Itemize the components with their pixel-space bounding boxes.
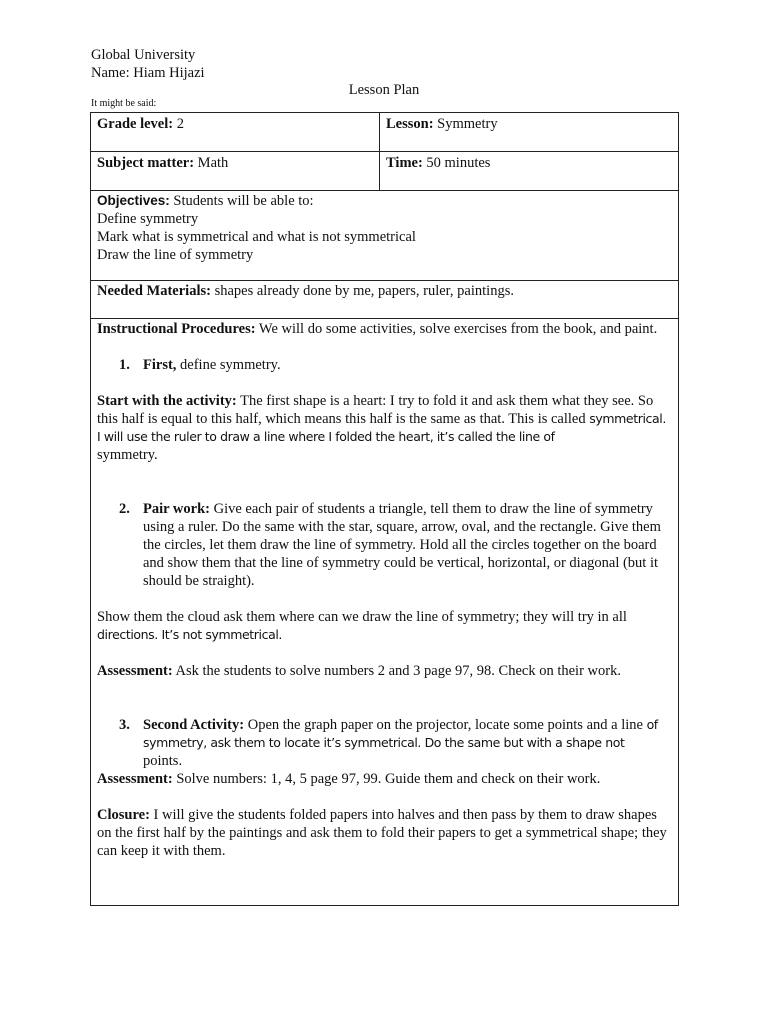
cloud-paragraph bbox=[97, 608, 672, 644]
start-activity-text: symmetrical. I will use the ruler to draw a line where I folded the heart, it’s called the line of bbox=[97, 411, 666, 444]
objectives-cell bbox=[91, 191, 679, 281]
objectives-intro: Students will be able to: bbox=[169, 193, 314, 209]
start-activity-paragraph bbox=[97, 392, 672, 464]
author-name: Name: Hiam Hijazi bbox=[91, 65, 205, 81]
step-pair-work bbox=[97, 500, 672, 590]
start-activity-text: symmetry. bbox=[97, 447, 158, 463]
assessment-label: Assessment: bbox=[97, 663, 173, 679]
assessment-paragraph bbox=[97, 770, 672, 788]
step-first-title: First, bbox=[143, 357, 177, 373]
objective-item: Define symmetry bbox=[97, 211, 199, 227]
lesson-cell bbox=[380, 113, 679, 152]
time-label: Time: bbox=[386, 155, 423, 171]
procedures-intro: We will do some activities, solve exercises from the book, and paint. bbox=[255, 321, 658, 337]
grade-cell bbox=[91, 113, 380, 152]
step-first-text: define symmetry. bbox=[176, 357, 281, 373]
objective-item: Mark what is symmetrical and what is not symmetrical bbox=[97, 229, 416, 245]
materials-cell bbox=[91, 281, 679, 319]
assessment-text: Solve numbers: 1, 4, 5 page 97, 99. Guide them and check on their work. bbox=[172, 771, 601, 787]
objectives-row bbox=[91, 191, 679, 281]
lesson-label: Lesson: bbox=[386, 116, 434, 132]
closure-text: I will give the students folded papers into halves and then pass by them to draw shapes on the first half by the paintings and ask them to fold their papers to get a symmetrical shape; they can keep it with them. bbox=[97, 807, 667, 859]
step-second-activity bbox=[97, 716, 672, 770]
procedures-cell bbox=[91, 319, 679, 906]
objectives-label: Objectives: bbox=[97, 193, 170, 208]
grade-value: 2 bbox=[173, 116, 184, 132]
second-activity-text: Open the graph paper on the projector, locate some points and a line bbox=[244, 717, 647, 733]
second-activity-text: points. bbox=[143, 753, 183, 769]
subject-label: Subject matter: bbox=[97, 155, 195, 171]
time-cell bbox=[380, 152, 679, 191]
step-number: 1. bbox=[119, 357, 130, 373]
lesson-value: Symmetry bbox=[433, 116, 498, 132]
assessment-text: Ask the students to solve numbers 2 and 3 page 97, 98. Check on their work. bbox=[172, 663, 621, 679]
time-value: 50 minutes bbox=[422, 155, 491, 171]
materials-row bbox=[91, 281, 679, 319]
subject-value: Math bbox=[194, 155, 229, 171]
start-activity-label: Start with the activity: bbox=[97, 393, 237, 409]
pair-work-text: Give each pair of students a triangle, tell them to draw the line of symmetry using a ruler. Do the same with the star, square, arrow, oval, and the rectangle. Give them the circles, let them draw the line of symmetry. Hold all the circles together on the board and show them that the line of symmetry could be vertical, horizontal, or diagonal (but it should be straight). bbox=[143, 501, 661, 589]
procedures-row bbox=[91, 319, 679, 906]
subject-cell bbox=[91, 152, 380, 191]
page-title: Lesson Plan bbox=[348, 82, 420, 98]
objective-item: Draw the line of symmetry bbox=[97, 247, 254, 263]
second-activity-title: Second Activity: bbox=[143, 717, 245, 733]
assessment-paragraph bbox=[97, 662, 672, 680]
materials-label: Needed Materials: bbox=[97, 283, 211, 299]
start-activity-text: The first shape is a heart: I try to fold it and ask them what they see. So this half is equal to this half, which means this half is the same as that. This is called bbox=[97, 393, 654, 427]
closure-label: Closure: bbox=[97, 807, 150, 823]
materials-value: shapes already done by me, papers, ruler, paintings. bbox=[210, 283, 514, 299]
info-row bbox=[91, 152, 679, 191]
step-first bbox=[97, 356, 672, 374]
university-name: Global University bbox=[91, 47, 196, 63]
procedures-label: Instructional Procedures: bbox=[97, 321, 256, 337]
step-number: 2. bbox=[119, 501, 130, 517]
cloud-text: directions. It’s not symmetrical. bbox=[97, 627, 282, 642]
grade-label: Grade level: bbox=[97, 116, 174, 132]
info-row bbox=[91, 113, 679, 152]
pair-work-title: Pair work: bbox=[143, 501, 210, 517]
cloud-text: Show them the cloud ask them where can we draw the line of symmetry; they will try in all bbox=[97, 609, 627, 625]
closure-paragraph bbox=[97, 806, 672, 860]
lesson-plan-table bbox=[90, 112, 679, 906]
second-activity-text: of symmetry, ask them to locate it’s symmetrical. Do the same but with a shape not bbox=[143, 717, 658, 750]
header-note: It might be said: bbox=[91, 98, 157, 109]
assessment-label: Assessment: bbox=[97, 771, 173, 787]
step-number: 3. bbox=[119, 717, 130, 733]
